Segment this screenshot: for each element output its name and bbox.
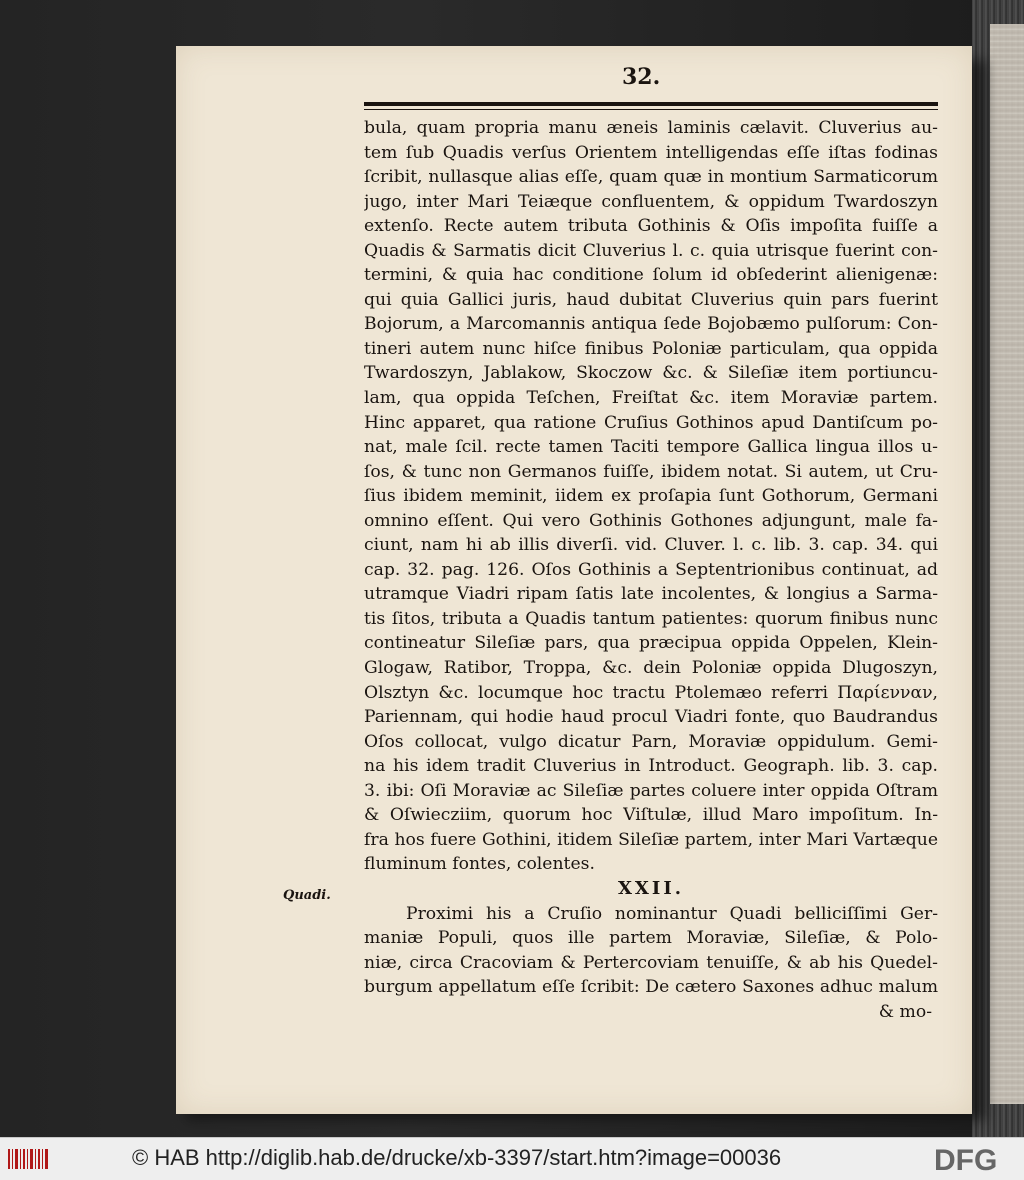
text-line: extenſo. Recte autem tributa Gothinis & Oſis impoſita fuiſſe a [364,216,938,237]
catchword: & mo- [878,1001,932,1022]
text-line: omnino eſſent. Qui vero Gothinis Gothones adjungunt, male fa- [364,510,938,531]
text-line: ciunt, nam hi ab illis diverſi. vid. Cluver. l. c. lib. 3. cap. 34. qui [364,535,938,556]
text-line: nat, male ſcil. recte tamen Taciti tempore Gallica lingua illos u- [364,437,938,458]
book-page-edges [990,24,1024,1104]
text-line: Proximi his a Cruſio nominantur Quadi belliciſſimi Ger- [406,903,938,924]
text-line: qui quia Gallici juris, haud dubitat Cluverius quin pars fuerint [364,289,938,310]
footer-bar [0,1137,1024,1180]
dfg-logo-text: DFG [934,1144,998,1174]
text-line: Pariennam, qui hodie haud procul Viadri fonte, quo Baudrandus [364,707,938,728]
text-line: Olsztyn &c. locumque hoc tractu Ptolemæo referri Παρίενναν, [364,682,938,703]
text-line: Hinc apparet, qua ratione Cruſius Gothinos apud Dantiſcum po- [364,412,938,433]
dfg-logo-icon [930,1144,1018,1174]
page-number: 32. [622,64,661,90]
text-line: & Oſwiecziim, quorum hoc Viſtulæ, illud Maro impoſitum. In- [364,805,938,826]
text-line: cap. 32. pag. 126. Oſos Gothinis a Septentrionibus continuat, ad [364,559,938,580]
header-rule [364,102,938,106]
text-line: utramque Viadri ripam ſatis late incolentes, & longius a Sarma- [364,584,938,605]
hab-barcode-logo-icon [6,1146,50,1172]
text-line: 3. ibi: Oſi Moraviæ ac Sileſiæ partes coluere inter oppida Oſtram [364,780,938,801]
text-line: tineri autem nunc hiſce finibus Poloniæ particulam, qua oppida [364,338,938,359]
text-line: jugo, inter Mari Teiæque confluentem, & oppidum Twardoszyn [364,191,938,212]
text-line: fra hos fuere Gothini, itidem Sileſiæ partem, inter Mari Vartæque [364,829,938,850]
text-line: niæ, circa Cracoviam & Pertercoviam tenuiſſe, & ab his Quedel- [364,952,938,973]
text-line: lam, qua oppida Teſchen, Freiſtat &c. item Moraviæ partem. [364,388,938,409]
header-rule-thin [364,109,938,110]
text-line: termini, & quia hac conditione ſolum id obſederint alienigenæ: [364,265,938,286]
section-heading: XXII. [617,877,685,899]
text-line: tem ſub Quadis verſus Orientem intelligendas eſſe iſtas fodinas [364,142,938,163]
text-line: burgum appellatum eſſe ſcribit: De cætero Saxones adhuc malum [364,977,938,998]
text-line: Glogaw, Ratibor, Troppa, &c. dein Poloniæ oppida Dlugoszyn, [364,658,938,679]
text-line: Bojorum, a Marcomannis antiqua ſede Bojobæmo pulſorum: Con- [364,314,938,335]
text-line: ſos, & tunc non Germanos fuiſſe, ibidem notat. Si autem, ut Cru- [364,461,938,482]
footer-copyright-url[interactable]: © HAB http://diglib.hab.de/drucke/xb-3397/start.htm?image=00036 [132,1145,782,1170]
body-text [364,116,938,1024]
marginal-note: Quadi. [283,888,331,903]
text-line: na his idem tradit Cluverius in Introduct. Geograph. lib. 3. cap. [364,756,938,777]
text-line: contineatur Sileſiæ pars, qua præcipua oppida Oppelen, Klein- [364,633,938,654]
text-line: tis ſitos, tributa a Quadis tantum patientes: quorum finibus nunc [364,608,938,629]
text-line: maniæ Populi, quos ille partem Moraviæ, Sileſiæ, & Polo- [364,928,938,949]
text-line: Oſos collocat, vulgo dicatur Parn, Moraviæ oppidulum. Gemi- [364,731,938,752]
text-line: bula, quam propria manu æneis laminis cælavit. Cluverius au- [364,118,938,138]
text-line: ſius ibidem meminit, iidem ex proſapia ſunt Gothorum, Germani [364,486,938,507]
text-line: ſcribit, nullasque alias eſſe, quam quæ in montium Sarmaticorum [364,167,938,188]
text-line: Twardoszyn, Jablakow, Skoczow &c. & Sileſiæ item portiuncu- [364,363,938,384]
text-line: fluminum fontes, colentes. [364,854,595,875]
text-line: Quadis & Sarmatis dicit Cluverius l. c. quia utrisque fuerint con- [364,240,938,261]
